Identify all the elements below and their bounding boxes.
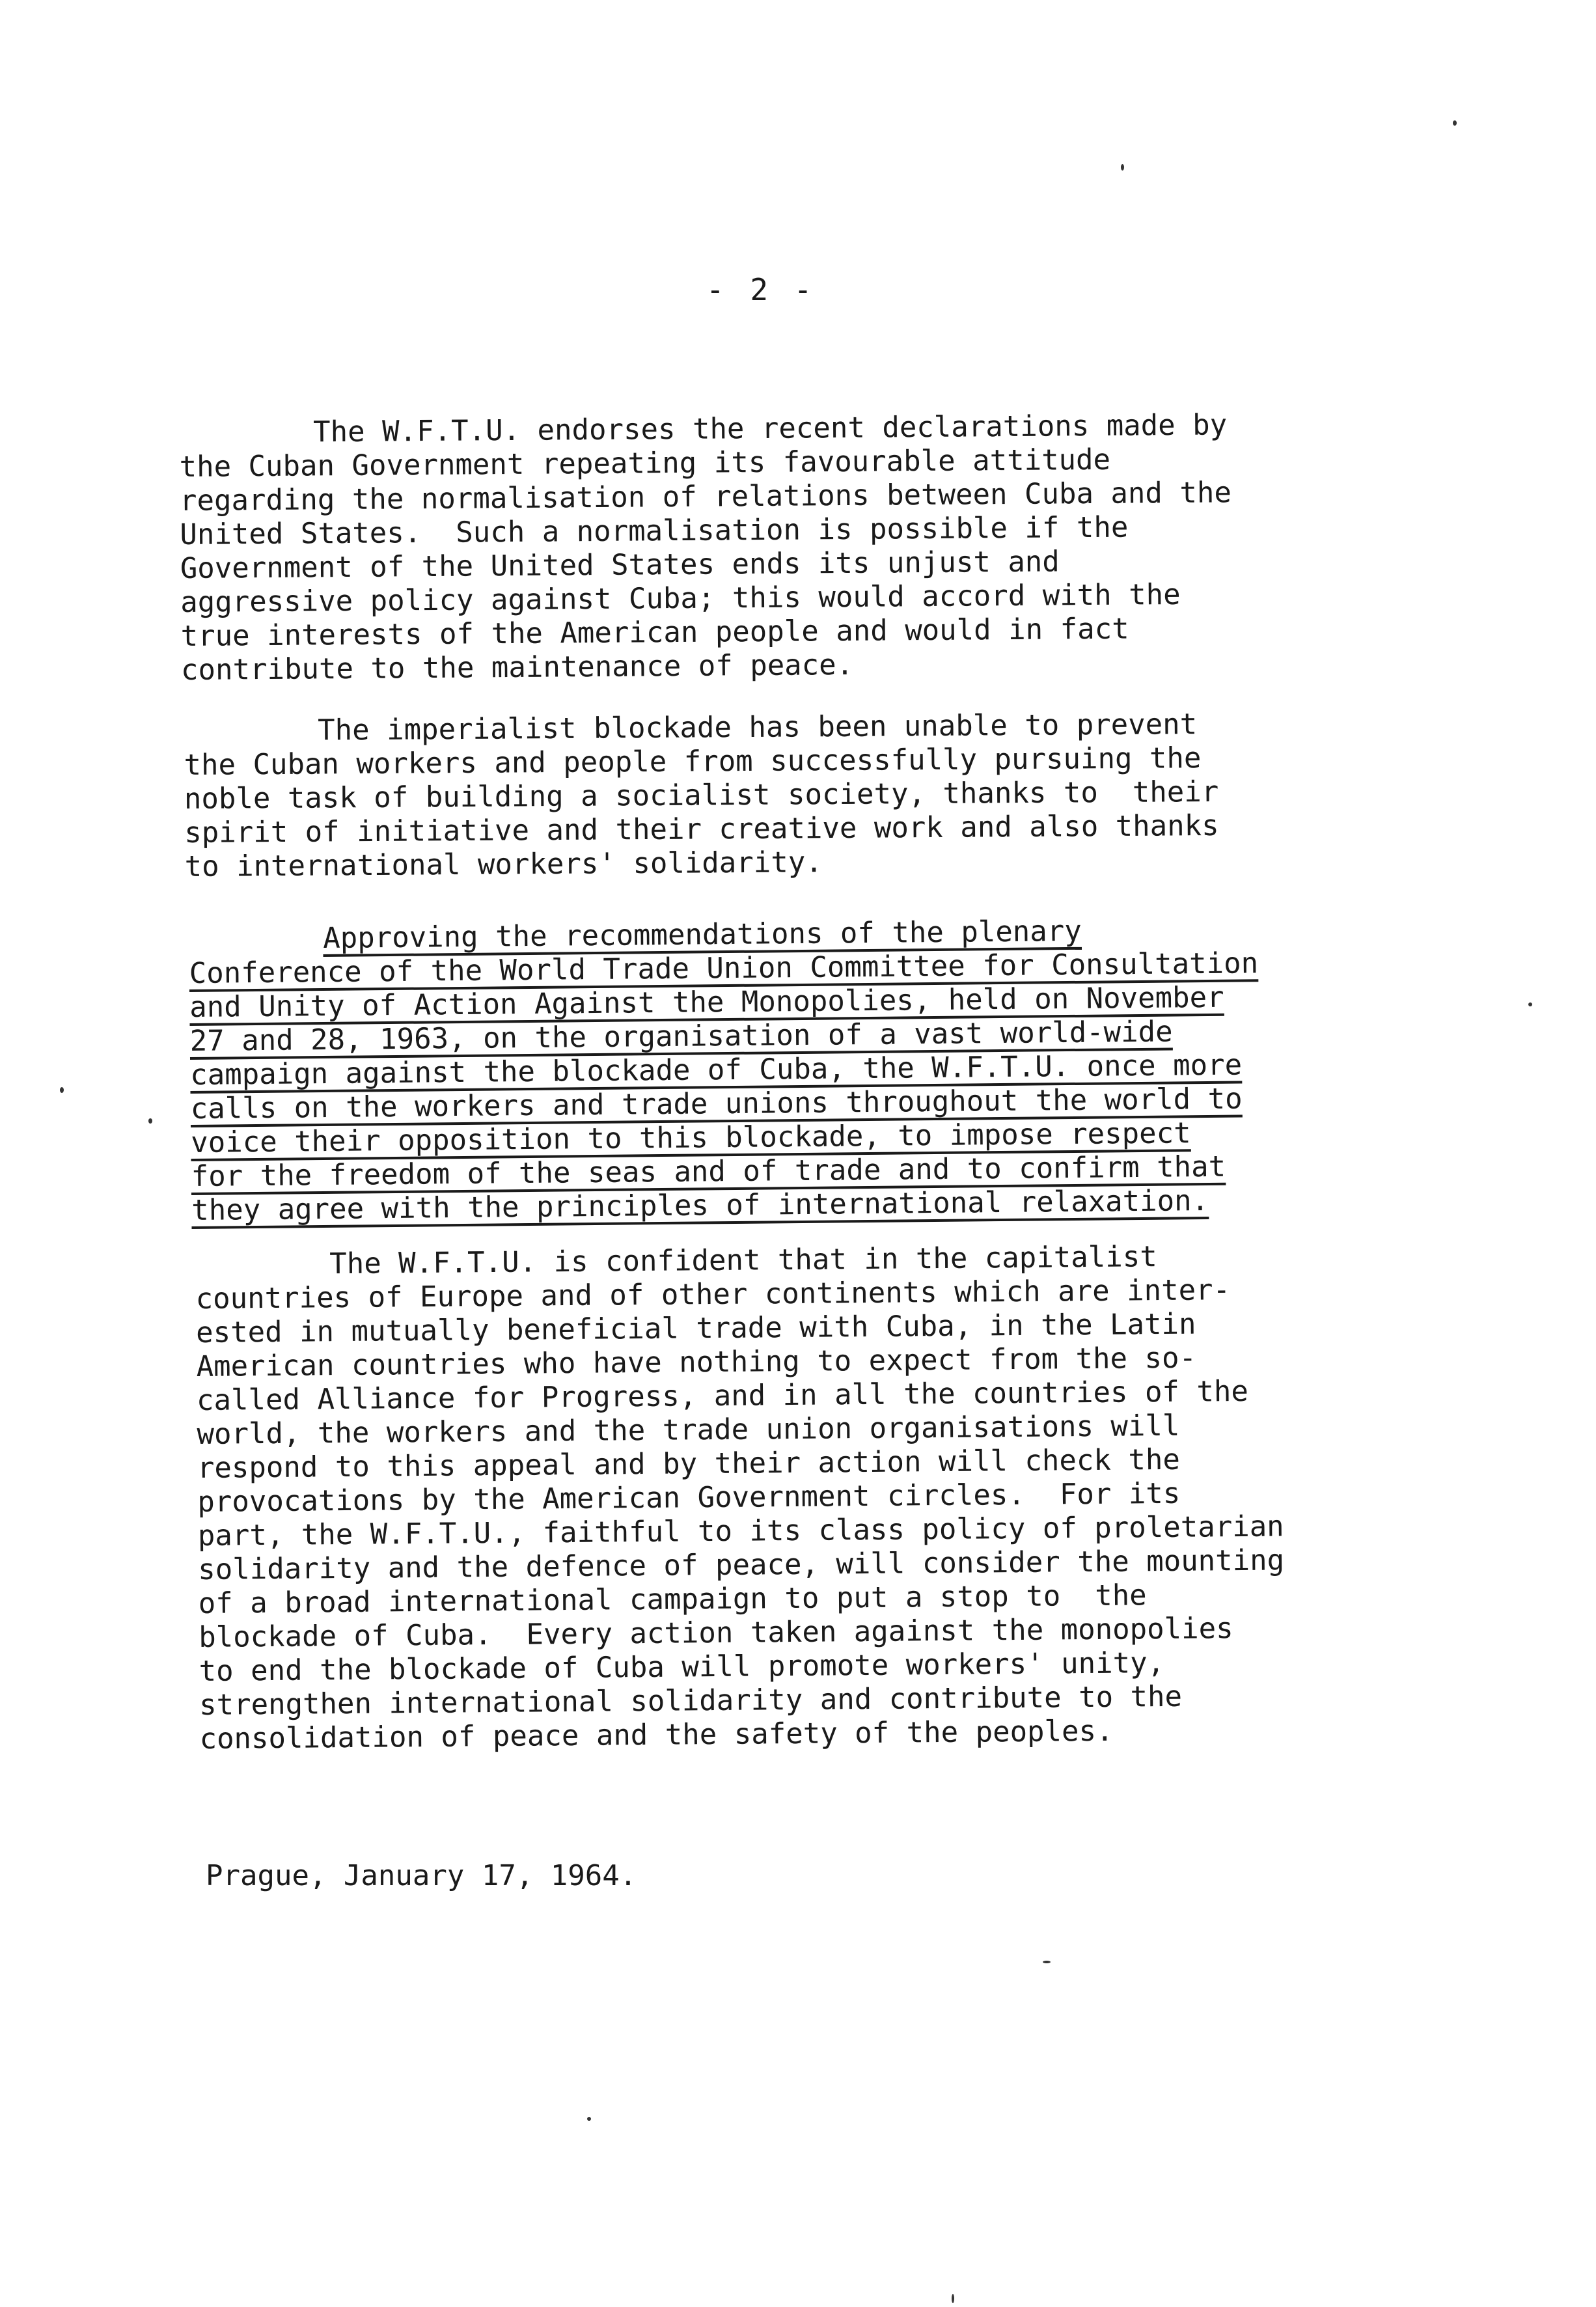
paragraph-line: ested in mutually beneficial trade with Cuba, in the Latin — [195, 1307, 1196, 1349]
paragraph-line: The imperialist blockade has been unable to prevent — [317, 708, 1198, 747]
paragraph-line: strengthen international solidarity and contribute to the — [199, 1679, 1183, 1722]
paragraph-line: the Cuban workers and people from successfully pursuing the — [184, 741, 1202, 782]
paragraph-line: provocations by the American Government circles. For its — [197, 1476, 1181, 1519]
paragraph-line: consolidation of peace and the safety of the peoples. — [199, 1714, 1114, 1756]
underlined-line: campaign against the blockade of Cuba, the W.F.T.U. once more — [189, 1048, 1243, 1092]
page-number: - 2 - — [706, 272, 816, 307]
underlined-line: Approving the recommendations of the plenary — [322, 914, 1082, 956]
underlined-line: they agree with the principles of international relaxation. — [191, 1183, 1209, 1227]
paragraph-line: Government of the United States ends its unjust and — [180, 545, 1060, 585]
paragraph-approving-recommendations — [189, 911, 1461, 1228]
paragraph-line: called Alliance for Progress, and in all the countries of the — [196, 1374, 1249, 1417]
scan-speck — [1528, 1002, 1532, 1006]
scan-speck — [60, 1087, 64, 1093]
paragraph-line: noble task of building a socialist society, thanks to their — [184, 775, 1219, 816]
paragraph-line: true interests of the American people and would in fact — [180, 612, 1129, 653]
paragraph-line: countries of Europe and of other continents which are inter- — [195, 1273, 1231, 1316]
paragraph-line: the Cuban Government repeating its favourable attitude — [179, 443, 1111, 484]
scan-speck — [1043, 1961, 1051, 1963]
paragraph-line: to end the blockade of Cuba will promote workers' unity, — [199, 1646, 1165, 1688]
underlined-line: voice their opposition to this blockade, to impose respect — [190, 1116, 1191, 1159]
paragraph-line: United States. Such a normalisation is possible if the — [180, 510, 1129, 551]
underlined-line: 27 and 28, 1963, on the organisation of a vast world-wide — [189, 1015, 1173, 1058]
paragraph-line: of a broad international campaign to put a stop to the — [198, 1579, 1147, 1620]
scan-speck — [148, 1118, 152, 1124]
paragraph-normalisation — [179, 407, 1418, 687]
paragraph-line: world, the workers and the trade union organisations will — [197, 1409, 1180, 1451]
paragraph-line: American countries who have nothing to expect from the so- — [196, 1341, 1197, 1383]
scan-speck — [587, 2117, 591, 2121]
paragraph-line: part, the W.F.T.U., faithful to its class policy of proletarian — [197, 1510, 1284, 1553]
paragraph-line: respond to this appeal and by their action will check the — [197, 1443, 1181, 1485]
paragraph-line: solidarity and the defence of peace, will consider the mounting — [198, 1543, 1285, 1586]
underlined-line: for the freedom of the seas and of trade and to confirm that — [191, 1150, 1226, 1193]
paragraph-line: blockade of Cuba. Every action taken against the monopolies — [198, 1612, 1233, 1654]
paragraph-line: aggressive policy against Cuba; this would accord with the — [180, 577, 1181, 619]
paragraph-line: regarding the normalisation of relations between Cuba and the — [179, 476, 1232, 518]
paragraph-line: The W.F.T.U. is confident that in the capitalist — [329, 1240, 1157, 1281]
paragraph-confident — [195, 1237, 1476, 1756]
scan-speck — [1453, 120, 1457, 126]
underlined-line: Conference of the World Trade Union Committee for Consultation — [189, 946, 1259, 990]
paragraph-line: contribute to the maintenance of peace. — [180, 648, 854, 687]
paragraph-line: to international workers' solidarity. — [184, 846, 823, 883]
underlined-line: calls on the workers and trade unions throughout the world to — [190, 1082, 1243, 1126]
date-line: Prague, January 17, 1964. — [206, 1859, 637, 1892]
scan-speck — [1121, 164, 1124, 171]
paragraph-blockade-unable — [184, 706, 1422, 884]
scan-speck — [952, 2294, 954, 2303]
paragraph-line: spirit of initiative and their creative work and also thanks — [184, 808, 1219, 850]
paragraph-line: The W.F.T.U. endorses the recent declarations made by — [312, 408, 1228, 449]
underlined-line: and Unity of Action Against the Monopolies, held on November — [189, 980, 1224, 1024]
